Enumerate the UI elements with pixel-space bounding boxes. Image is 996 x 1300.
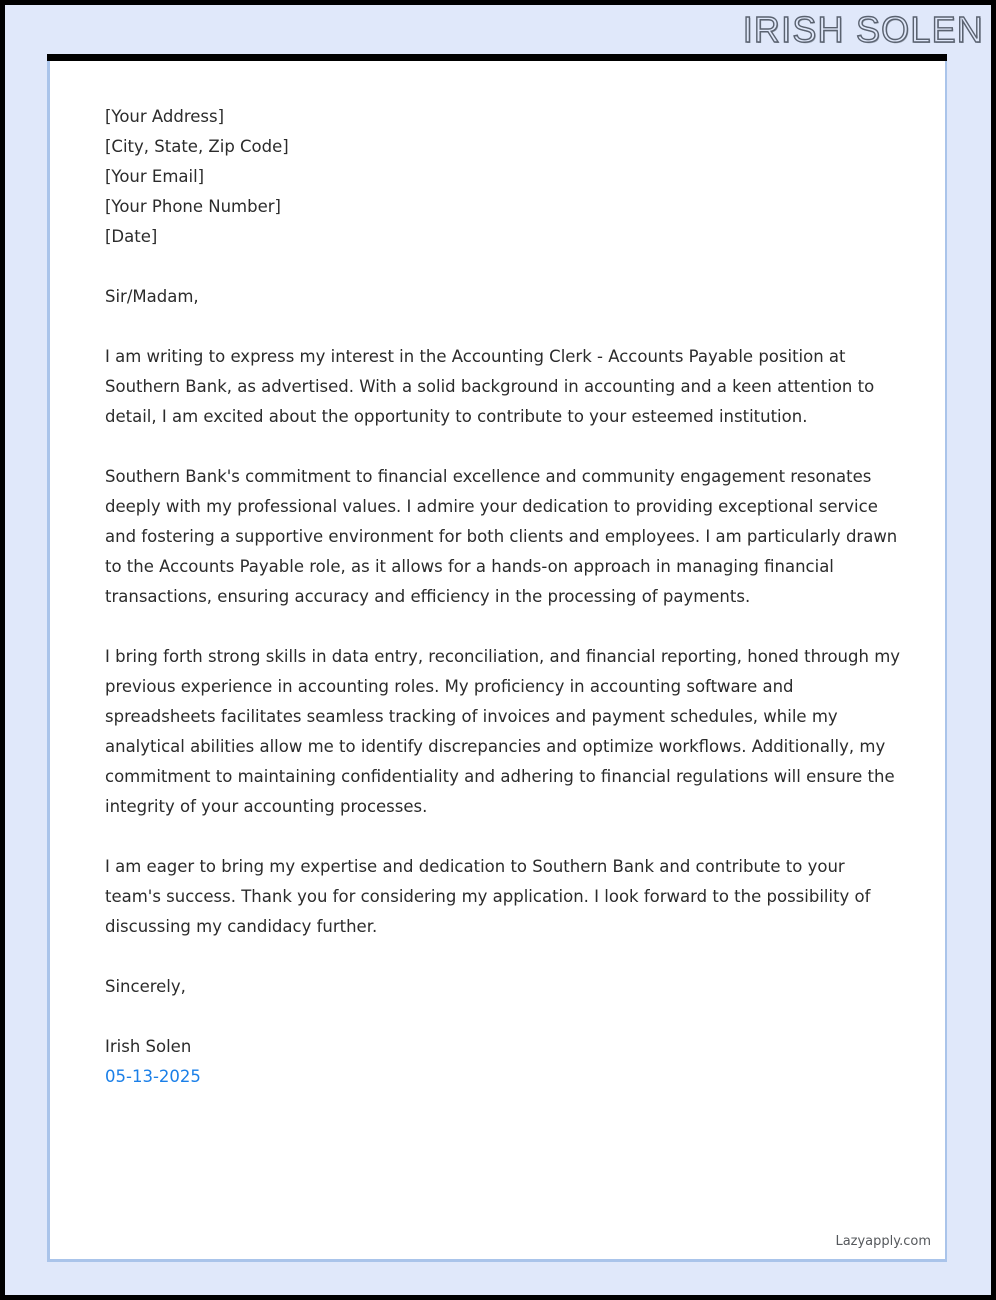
signature-name: Irish Solen — [105, 1037, 192, 1056]
spacer — [105, 612, 905, 642]
address-line: [Your Address] — [105, 107, 225, 126]
document-sheet — [47, 61, 947, 1262]
body-paragraph: Southern Bank's commitment to financial excellence and community engagement resonates deeply with my professional values. I admire your dedication to providing exceptional service and fostering a supportive environment for both clients and employees. I am particularly drawn to the Accounts Payable role, as it allows for a hands-on approach in managing financial transactions, ensuring accuracy and efficiency in the processing of payments. — [105, 467, 898, 606]
spacer — [105, 312, 905, 342]
address-line: [Date] — [105, 227, 158, 246]
spacer — [105, 432, 905, 462]
body-paragraph: I am writing to express my interest in the Accounting Clerk - Accounts Payable position at Southern Bank, as advertised. With a solid background in accounting and a keen attention to detail, I am excited about the opportunity to contribute to your esteemed institution. — [105, 347, 875, 426]
address-line: [City, State, Zip Code] — [105, 137, 289, 156]
letter-body — [105, 102, 905, 1092]
body-paragraph: I bring forth strong skills in data entry, reconciliation, and financial reporting, honed through my previous experience in accounting roles. My proficiency in accounting software and spreadsheets facilitates seamless tracking of invoices and payment schedules, while my analytical abilities allow me to identify discrepancies and optimize workflows. Additionally, my commitment to maintaining confidentiality and adhering to financial regulations will ensure the integrity of your accounting processes. — [105, 647, 901, 816]
salutation: Sir/Madam, — [105, 287, 199, 306]
address-line: [Your Phone Number] — [105, 197, 281, 216]
letterhead — [5, 5, 991, 54]
letterhead-name: IRISH SOLEN — [742, 8, 984, 50]
spacer — [105, 822, 905, 852]
address-block — [105, 102, 905, 252]
spacer — [105, 942, 905, 972]
body-paragraph: I am eager to bring my expertise and dedication to Southern Bank and contribute to your team's success. Thank you for considering my application. I look forward to the possibility of discussing my candidacy further. — [105, 857, 871, 936]
spacer — [105, 252, 905, 282]
address-line: [Your Email] — [105, 167, 205, 186]
letterhead-rule — [47, 54, 947, 61]
page-frame — [5, 5, 991, 1295]
watermark: Lazyapply.com — [835, 1234, 931, 1249]
spacer — [105, 1002, 905, 1032]
signature-date: 05-13-2025 — [105, 1067, 201, 1086]
sign-off: Sincerely, — [105, 977, 186, 996]
